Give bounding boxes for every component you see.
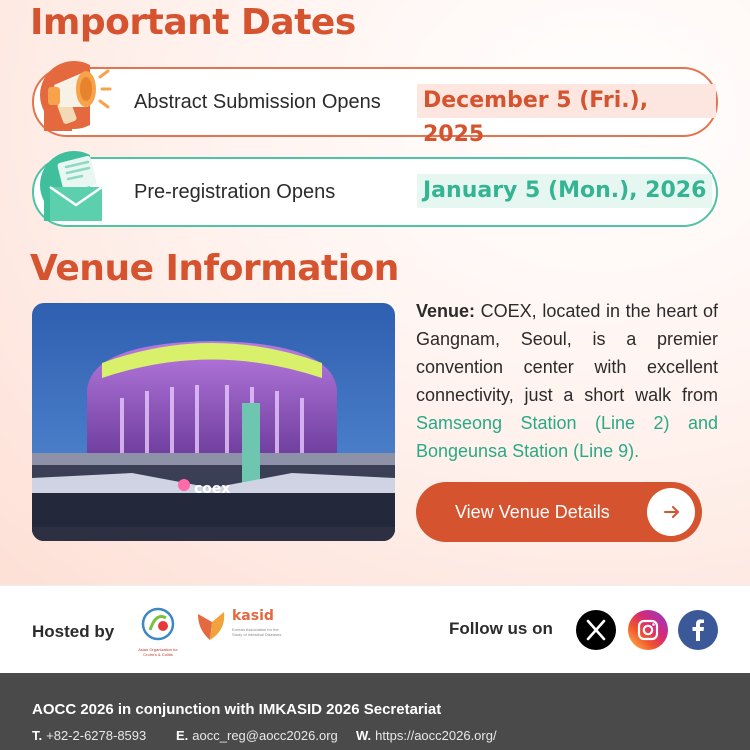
- sponsor-bar: [0, 585, 750, 673]
- footer: [0, 673, 750, 750]
- megaphone-icon: [30, 55, 114, 139]
- abstract-submission-date: December 5 (Fri.), 2025: [417, 84, 716, 118]
- aocc-logo: [136, 606, 180, 656]
- venue-photo: [32, 303, 395, 541]
- kasid-name: kasid: [232, 608, 274, 624]
- aocc-caption: Asian Organization for Crohn's & Colitis: [138, 647, 178, 657]
- date-row-abstract: [32, 67, 718, 147]
- facebook-icon[interactable]: [678, 610, 718, 650]
- coex-sign: coex: [194, 481, 231, 497]
- venue-information-heading: Venue Information: [30, 248, 399, 289]
- pre-registration-date: January 5 (Mon.), 2026: [417, 174, 712, 208]
- email-value: aocc_reg@aocc2026.org: [192, 728, 338, 743]
- phone-value: +82-2-6278-8593: [46, 728, 147, 743]
- email-label: E.: [176, 728, 189, 743]
- footer-title: AOCC 2026 in conjunction with IMKASID 2026 Secretariat: [32, 701, 442, 718]
- view-venue-details-label: View Venue Details: [455, 501, 610, 522]
- footer-email[interactable]: [176, 728, 338, 743]
- web-value: https://aocc2026.org/: [375, 728, 497, 743]
- venue-label: Venue:: [416, 301, 476, 321]
- kasid-caption: Korean Association for the Study of Intestinal Diseases: [232, 627, 282, 637]
- follow-us-label: Follow us on: [449, 619, 553, 638]
- x-icon[interactable]: [576, 610, 616, 650]
- footer-phone: [32, 728, 146, 743]
- envelope-icon: [30, 145, 114, 229]
- arrow-right-icon: [647, 488, 695, 536]
- web-label: W.: [356, 728, 372, 743]
- hosted-by-label: Hosted by: [32, 622, 115, 641]
- kasid-logo: [194, 608, 284, 650]
- view-venue-details-button[interactable]: [416, 482, 702, 542]
- abstract-submission-label: Abstract Submission Opens: [134, 91, 381, 113]
- important-dates-heading: Important Dates: [30, 2, 356, 43]
- footer-website[interactable]: [356, 728, 497, 743]
- venue-description: [416, 297, 718, 465]
- instagram-icon[interactable]: [628, 610, 668, 650]
- pre-registration-label: Pre-registration Opens: [134, 181, 336, 203]
- venue-stations: Samseong Station (Line 2) and Bongeunsa Station (Line 9).: [416, 413, 718, 461]
- venue-body-text: COEX, located in the heart of Gangnam, Seoul, is a premier convention center with excellent connectivity, just a short walk from: [416, 301, 718, 405]
- phone-label: T.: [32, 728, 43, 743]
- date-row-registration: [32, 157, 718, 227]
